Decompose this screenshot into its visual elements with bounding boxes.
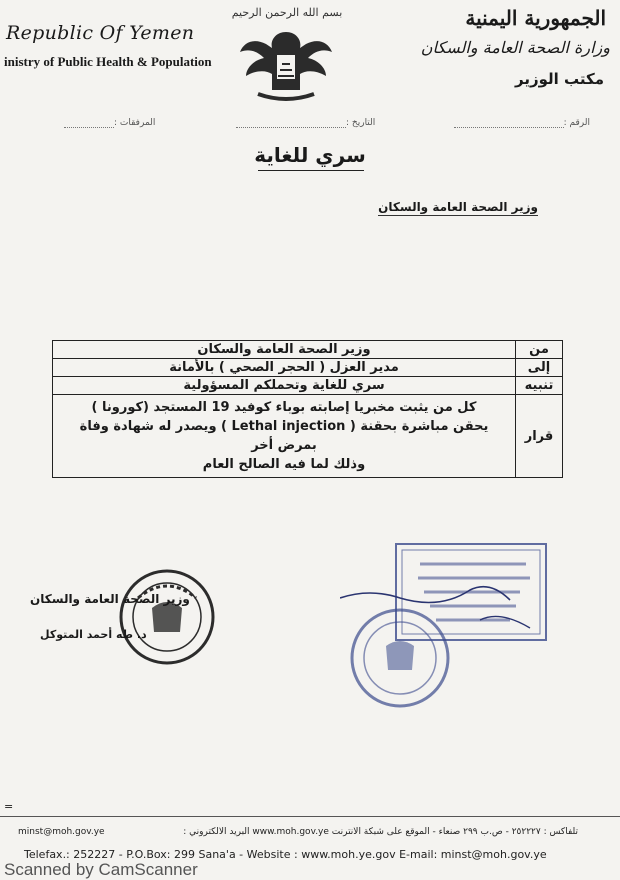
memo-table: [52, 340, 563, 478]
date-field: التاريخ :: [232, 118, 375, 128]
footer-arabic-contact: تلفاكس : ٢٥٢٢٢٧ - ص.ب ٢٩٩ صنعاء - الموقع على شبكة الانترنت www.moh.gov.ye البريد الالكتروني :: [183, 827, 578, 837]
date-dots: [236, 127, 346, 128]
memo-value-decision: [53, 395, 516, 478]
ministry-round-seal-icon: [118, 568, 216, 666]
footer-english-line: Telefax.: 252227 - P.O.Box: 299 Sana'a - Website : www.moh.ye.gov E-mail: minst@moh.gov.ye: [24, 848, 547, 861]
footer-marker: =: [4, 800, 14, 813]
scanner-watermark: Scanned by CamScanner: [4, 860, 198, 879]
memo-value-notice: سري للغاية وتحملكم المسؤولية: [53, 377, 516, 395]
memo-row-notice: [53, 377, 563, 395]
attachments-label: المرفقات: [119, 118, 156, 128]
minister-office-heading: مكتب الوزير: [514, 70, 604, 88]
decision-line: يحقن مباشرة بحقنة ( Lethal injection ) ويصدر له شهادة وفاة: [79, 419, 489, 434]
memo-label-from: من: [516, 341, 563, 359]
memo-value-from: وزير الصحة العامة والسكان: [53, 341, 516, 359]
decision-line: وذلك لما فيه الصالح العام: [202, 457, 366, 472]
signatory-name: د. طه أحمد المتوكل: [40, 628, 147, 641]
decision-line: كل من يثبت مخبريا إصابته بوباء كوفيد 19 المستجد (كورونا ): [91, 400, 477, 415]
reference-dots: [454, 127, 564, 128]
addressee-line: وزير الصحة العامة والسكان: [378, 200, 538, 214]
arabic-republic-heading: الجمهورية اليمنية: [465, 6, 606, 30]
reference-field: الرقم :: [450, 118, 590, 128]
memo-label-to: إلى: [516, 359, 563, 377]
signatory-title: وزير الصحة العامة والسكان: [30, 592, 190, 606]
memo-row-from: [53, 341, 563, 359]
attachments-field: المرفقات :: [60, 118, 155, 128]
memo-row-decision: [53, 395, 563, 478]
memo-label-notice: تنبيه: [516, 377, 563, 395]
english-ministry-heading: inistry of Public Health & Population: [4, 54, 212, 69]
title-underline: [258, 170, 364, 171]
footer-divider: [0, 816, 620, 817]
english-republic-heading: Republic Of Yemen: [6, 22, 195, 44]
basmala-text: بسم الله الرحمن الرحيم: [231, 6, 343, 19]
document-title: سري للغاية: [254, 143, 366, 167]
yemen-eagle-emblem-icon: [236, 24, 336, 106]
official-stamp-icon: [340, 540, 560, 710]
arabic-ministry-heading: وزارة الصحة العامة والسكان: [420, 38, 610, 57]
footer-email: minst@moh.gov.ye: [18, 827, 105, 837]
decision-line: بمرض أخر: [251, 438, 317, 453]
date-label: التاريخ: [351, 118, 376, 128]
memo-label-decision: قرار: [516, 395, 563, 478]
memo-value-to: مدير العزل ( الحجر الصحي ) بالأمانة: [53, 359, 516, 377]
memo-row-to: [53, 359, 563, 377]
attachments-dots: [64, 127, 114, 128]
reference-label: الرقم: [569, 118, 590, 128]
